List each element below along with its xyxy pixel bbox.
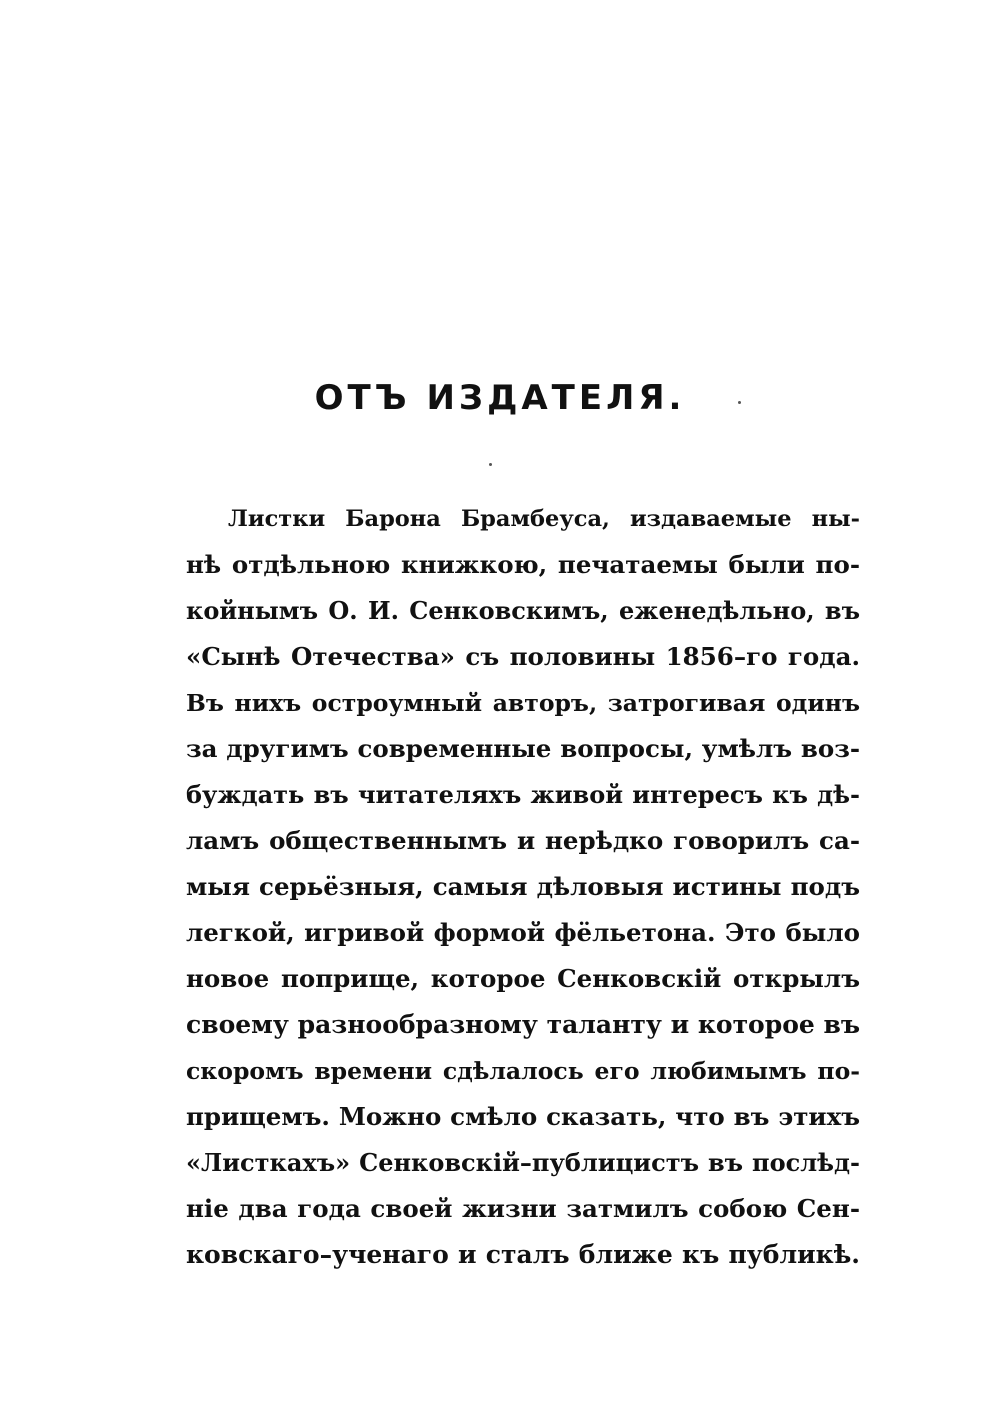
text-line: ковскаго–ученаго и сталъ ближе къ публикѣ. [186, 1240, 860, 1269]
text-line: ніе два года своей жизни затмилъ собою Сен- [186, 1194, 860, 1223]
page-title: ОТЪ ИЗДАТЕЛЯ. [314, 378, 686, 418]
text-line: «Листкахъ» Сенковскій–публицистъ въ послѣд- [186, 1148, 860, 1177]
text-line: мыя серьёзныя, самыя дѣловыя истины подъ [186, 872, 860, 901]
text-line: буждать въ читателяхъ живой интересъ къ дѣ- [186, 780, 860, 809]
text-line: легкой, игривой формой фёльетона. Это было [186, 918, 860, 947]
text-line: новое поприще, которое Сенковскій открылъ [186, 964, 860, 993]
text-line: своему разнообразному таланту и которое въ [186, 1010, 861, 1039]
text-line: ламъ общественнымъ и нерѣдко говорилъ са- [186, 826, 860, 855]
text-line: Въ нихъ остроумный авторъ, затрогивая одинъ [186, 689, 860, 717]
text-line: койнымъ О. И. Сенковскимъ, еженедѣльно, въ [186, 596, 860, 625]
print-speck [489, 463, 492, 466]
text-line: нѣ отдѣльною книжкою, печатаемы были по- [186, 550, 860, 579]
print-speck [738, 401, 741, 404]
text-line: «Сынѣ Отечества» съ половины 1856–го года. [186, 642, 860, 671]
text-line: скоромъ времени сдѣлалось его любимымъ по- [186, 1057, 860, 1085]
text-line: за другимъ современные вопросы, умѣлъ воз- [186, 734, 860, 763]
text-line: прищемъ. Можно смѣло сказать, что въ этихъ [186, 1102, 860, 1131]
text-line: Листки Барона Брамбеуса, издаваемые ны- [228, 506, 860, 532]
body-paragraph [186, 496, 860, 1278]
